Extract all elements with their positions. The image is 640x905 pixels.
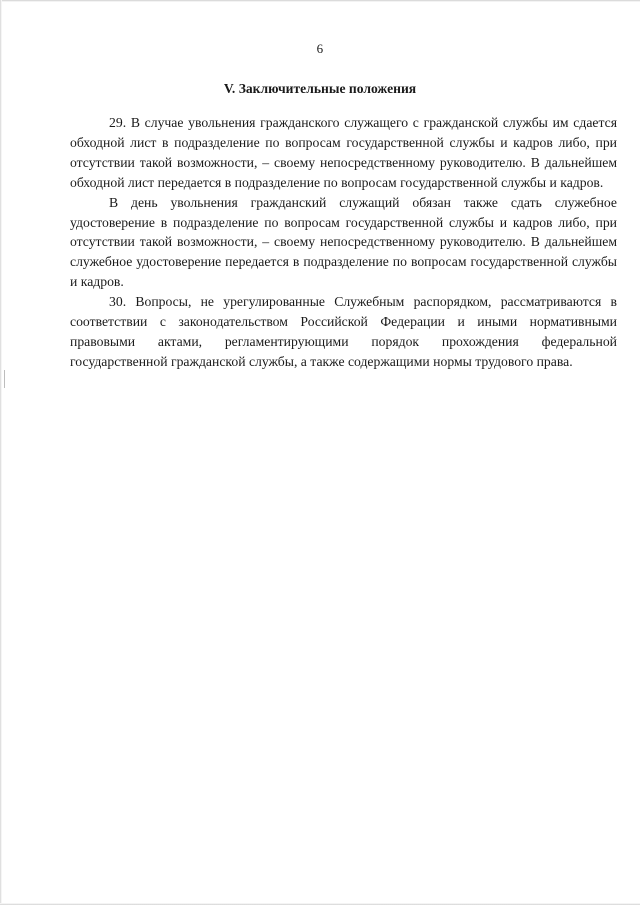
paragraph-29: 29. В случае увольнения гражданского служащего с гражданской службы им сдается обходной лист в подразделение по вопросам государственной службы и кадров либо, при отсутствии такой возможности, – своему непосредственному руководителю. В дальнейшем обходной лист передается в подразделение по вопросам государственной службы и кадров. bbox=[70, 115, 617, 190]
paragraph-30: 30. Вопросы, не урегулированные Служебным распорядком, рассматриваются в соответствии с законодательством Российской Федерации и иными нормативными правовыми актами, регламентирующими порядок прохождения федеральной государственной гражданской службы, а также содержащими нормы трудового права. bbox=[70, 294, 617, 369]
scan-edge-left bbox=[0, 0, 2, 905]
body-text bbox=[70, 113, 617, 372]
scan-edge-top bbox=[0, 0, 640, 2]
scan-artifact bbox=[4, 370, 5, 388]
page-number: 6 bbox=[316, 41, 324, 56]
paragraph-29-continued: В день увольнения гражданский служащий обязан также сдать служебное удостоверение в подразделение по вопросам государственной службы и кадров либо, при отсутствии такой возможности, – своему непосредственному руководителю. В дальнейшем служебное удостоверение передается в подразделение по вопросам государственной службы и кадров. bbox=[70, 194, 617, 290]
section-title: V. Заключительные положения bbox=[223, 81, 417, 96]
